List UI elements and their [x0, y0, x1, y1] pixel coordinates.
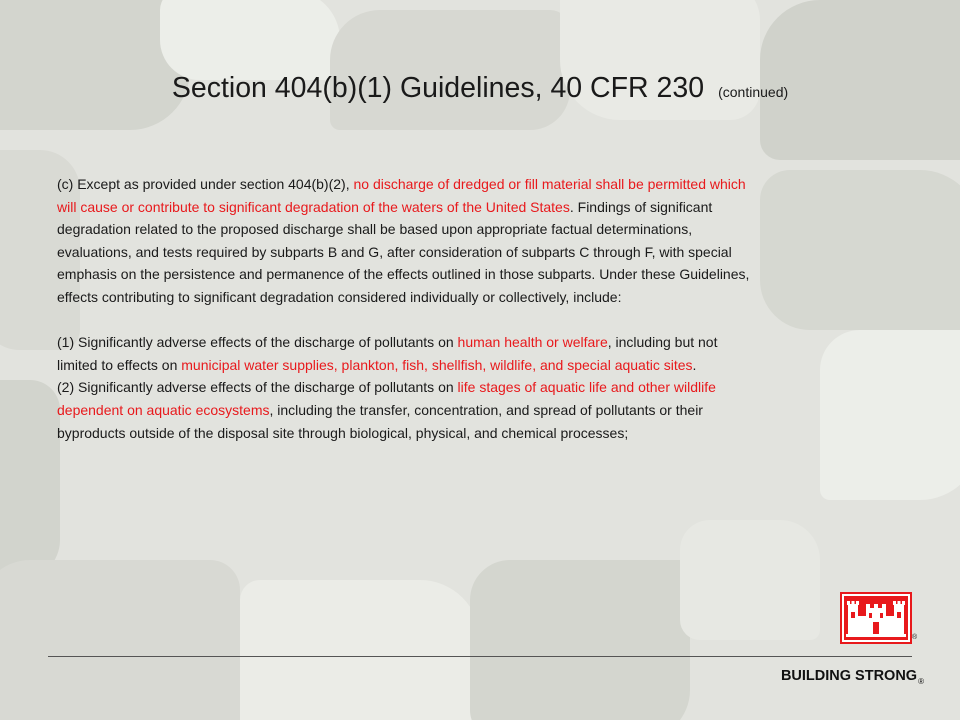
highlighted-text: municipal water supplies, plankton, fish, shellfish, wildlife, and special aquatic sites — [181, 356, 693, 373]
highlighted-text: no discharge of dredged or fill material shall be permitted which will cause or contribute to significant degradation of the waters of the United States — [57, 176, 746, 215]
castle-logo-icon — [840, 592, 912, 644]
registered-mark: ® — [918, 677, 924, 686]
body-text-segment: . Findings of significant degradation related to the proposed discharge shall be based upon appropriate factual determinations, evaluations, and tests required by subparts B and G, after consideration of subparts C through F, with special emphasis on the persistence and permanence of the effects outlined in those subparts. Under these Guidelines, effects contributing to significant degradation considered individually or collectively, include: — [57, 198, 750, 305]
highlighted-text: life stages of aquatic life and other wildlife dependent on aquatic ecosystems — [57, 379, 716, 418]
paragraph-c — [57, 173, 757, 309]
title-continued: (continued) — [718, 84, 789, 100]
title-main: Section 404(b)(1) Guidelines, 40 CFR 230 — [171, 72, 705, 104]
footer-building-strong — [781, 668, 924, 686]
logo-registered-mark: ® — [912, 634, 918, 641]
item-1 — [57, 331, 757, 376]
body-text-segment: , including but not limited to effects on — [57, 334, 718, 373]
body-text-segment: , including the transfer, concentration, and spread of pollutants or their byproducts outside of the disposal site through biological, physical, and chemical processes; — [57, 401, 703, 441]
body-text — [57, 173, 757, 444]
slide-title — [0, 72, 960, 105]
body-text-segment: (1) Significantly adverse effects of the discharge of pollutants on — [57, 334, 458, 351]
footer-divider — [48, 656, 912, 657]
item-2 — [57, 376, 757, 444]
building-strong-text: BUILDING STRONG — [780, 668, 918, 684]
body-text-segment: (c) Except as provided under section 404(b)(2), — [57, 176, 354, 192]
body-text-segment: (2) Significantly adverse effects of the discharge of pollutants on — [57, 379, 458, 396]
highlighted-text: human health or welfare — [457, 334, 608, 351]
body-text-segment: . — [692, 356, 697, 373]
